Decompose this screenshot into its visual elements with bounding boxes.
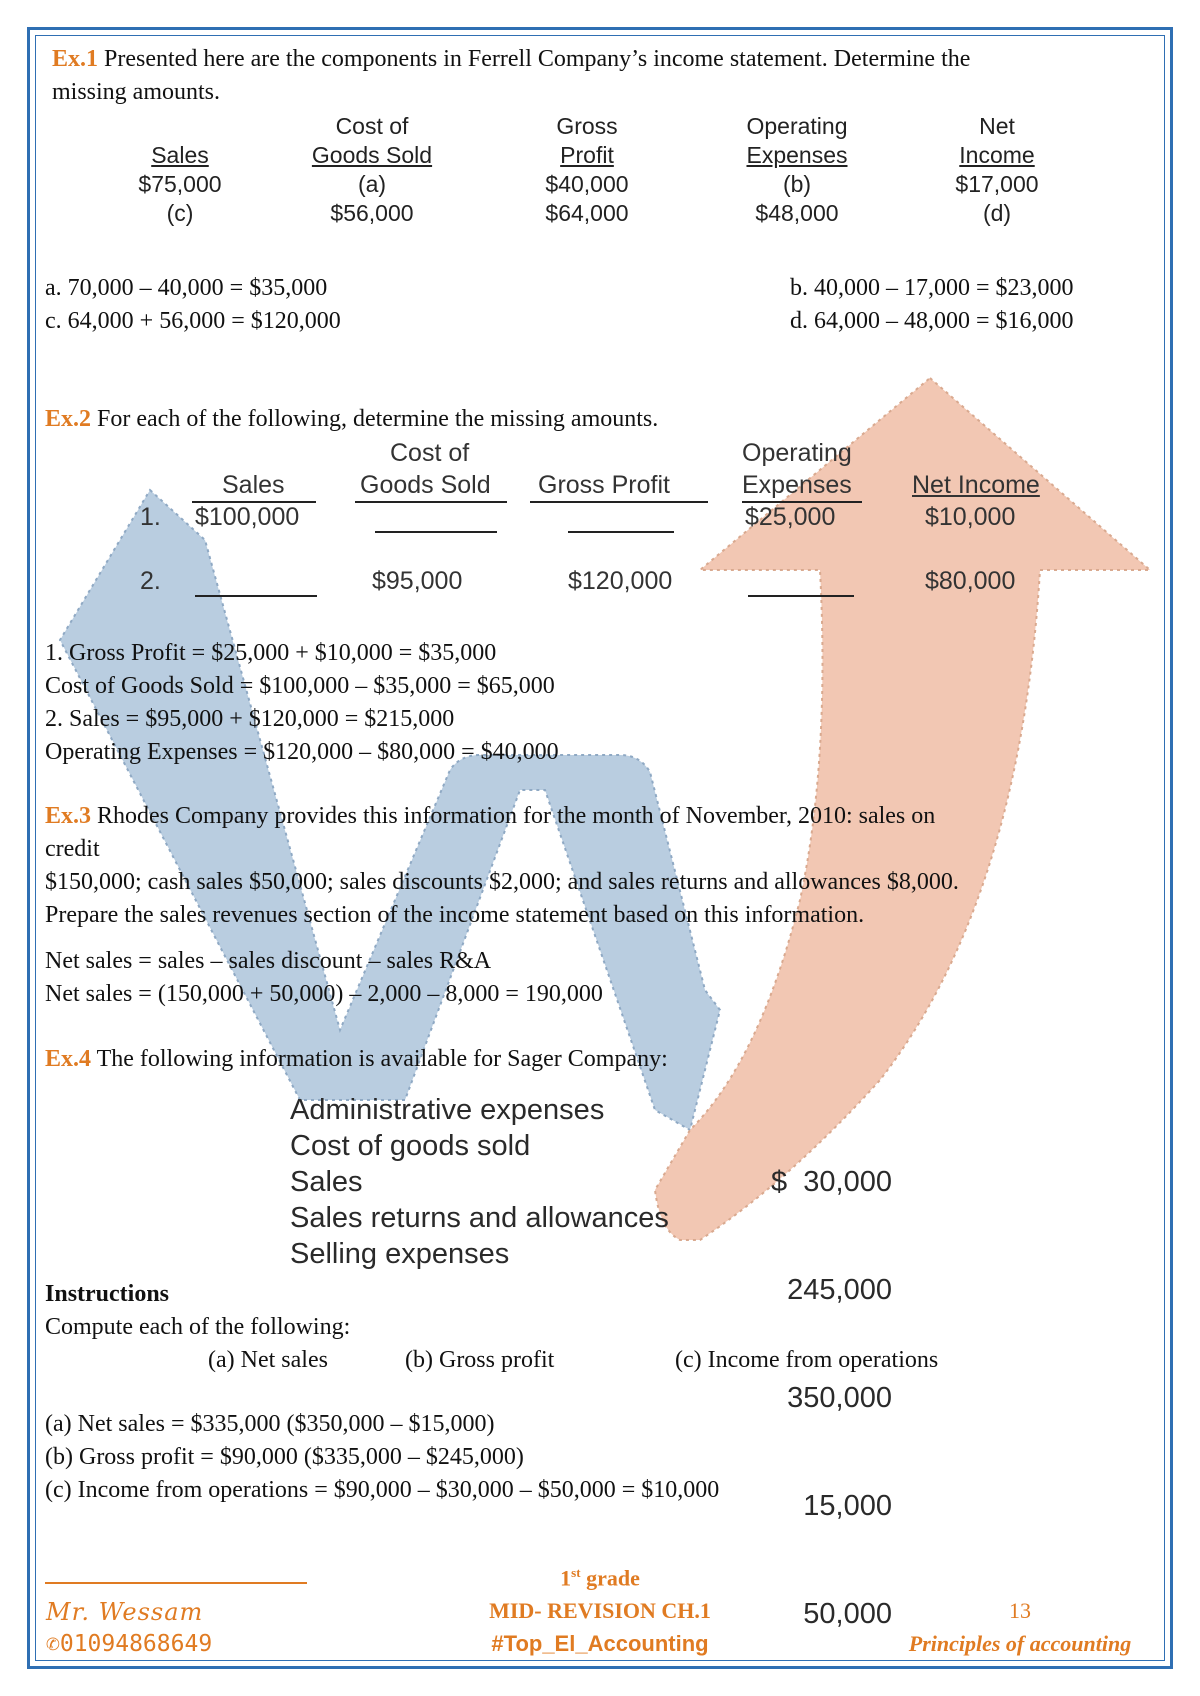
footer-grade-word: grade xyxy=(580,1565,640,1591)
ex1-header-opex-top: Operating xyxy=(746,113,848,139)
ex1-cell: $75,000 xyxy=(138,171,222,197)
ex2-text: For each of the following, determine the missing amounts. xyxy=(91,406,659,432)
ex1-answer-b: b. 40,000 – 17,000 = $23,000 xyxy=(790,275,1074,301)
ex1-label: Ex.1 xyxy=(52,46,99,72)
ex4-answer-line: (b) Gross profit = $90,000 ($335,000 – $245,000) xyxy=(45,1444,524,1470)
ex4-item-name: Administrative expenses xyxy=(290,1094,605,1126)
ex3-label: Ex.3 xyxy=(45,803,92,829)
ex1-cell: $40,000 xyxy=(545,171,629,197)
ex4-item-name: Cost of goods sold xyxy=(290,1130,531,1162)
ex1-answer-a: a. 70,000 – 40,000 = $35,000 xyxy=(45,275,328,301)
ex1-cell: $48,000 xyxy=(755,200,839,226)
ex4-text: The following information is available for Sager Company: xyxy=(91,1046,668,1072)
ex4-item-name: Sales xyxy=(290,1166,363,1198)
ex2-row1-opex: $25,000 xyxy=(745,503,836,531)
footer-grade xyxy=(400,1565,800,1591)
ex4-item-name: Selling expenses xyxy=(290,1238,510,1270)
footer-phone: ✆01094868649 xyxy=(46,1631,213,1657)
footer-grade-num: 1 xyxy=(560,1565,572,1591)
ex1-header-cogs-top: Cost of xyxy=(335,113,409,139)
ex1-cell: (c) xyxy=(166,200,194,226)
ex1-header-ni-bottom: Income xyxy=(959,142,1035,168)
ex4-part-a: (a) Net sales xyxy=(208,1347,328,1373)
ex4-label: Ex.4 xyxy=(45,1046,92,1072)
ex1-header-ni-top: Net xyxy=(979,113,1015,139)
ex4-instructions-title: Instructions xyxy=(45,1281,170,1307)
ex3-text-line3: $150,000; cash sales $50,000; sales discounts $2,000; and sales returns and allowances $8,000. xyxy=(45,869,959,895)
ex2-row1-sales: $100,000 xyxy=(195,503,300,531)
ex1-table xyxy=(0,112,1200,242)
ex2-answer-line: 2. Sales = $95,000 + $120,000 = $215,000 xyxy=(45,706,455,732)
ex2-header-cogs-bottom: Goods Sold xyxy=(360,471,491,499)
ex2-answer-line: Operating Expenses = $120,000 – $80,000 = $40,000 xyxy=(45,739,559,765)
ex2-table xyxy=(0,435,1200,605)
ex2-answer-line: Cost of Goods Sold = $100,000 – $35,000 = $65,000 xyxy=(45,673,555,699)
ex2-row2-blank-opex xyxy=(748,595,854,597)
ex4-item-name: Sales returns and allowances xyxy=(290,1202,669,1234)
ex1-answer-c: c. 64,000 + 56,000 = $120,000 xyxy=(45,308,341,334)
ex2-row2-cogs: $95,000 xyxy=(372,567,463,595)
ex1-cell: $17,000 xyxy=(955,171,1039,197)
ex4-item-value: 50,000 xyxy=(803,1598,892,1630)
ex3-answer-line: Net sales = sales – sales discount – sales R&A xyxy=(45,948,492,974)
ex2-header-opex-top: Operating xyxy=(742,439,852,467)
ex2-header-cogs-top: Cost of xyxy=(390,439,470,467)
ex4-answer-line: (c) Income from operations = $90,000 – $30,000 – $50,000 = $10,000 xyxy=(45,1477,720,1503)
footer-grade-sup: st xyxy=(571,1565,581,1580)
ex3-prompt xyxy=(45,800,935,833)
ex2-header-opex-bottom: Expenses xyxy=(742,471,852,499)
ex2-header-rule xyxy=(530,501,708,503)
ex4-item-value: $ 30,000 xyxy=(771,1166,892,1198)
ex1-header-opex-bottom: Expenses xyxy=(746,142,848,168)
ex2-row1-blank-cogs xyxy=(375,531,497,533)
ex2-header-rule xyxy=(355,501,507,503)
ex2-row2-num: 2. xyxy=(140,567,161,595)
ex2-row2-ni: $80,000 xyxy=(925,567,1016,595)
ex4-part-b: (b) Gross profit xyxy=(405,1347,555,1373)
footer-author: Mr. Wessam xyxy=(46,1598,204,1626)
ex1-cell: $56,000 xyxy=(330,200,414,226)
footer-revision: MID- REVISION CH.1 xyxy=(489,1598,711,1623)
ex2-prompt xyxy=(45,403,658,436)
ex2-label: Ex.2 xyxy=(45,406,92,432)
ex2-header-gross-profit: Gross Profit xyxy=(538,471,670,499)
ex2-header-net-income: Net Income xyxy=(912,471,1040,499)
ex4-item-value: 350,000 xyxy=(787,1382,892,1414)
ex1-header-gp-top: Gross xyxy=(556,113,618,139)
ex2-row1-blank-gp xyxy=(568,531,674,533)
ex2-answer-line: 1. Gross Profit = $25,000 + $10,000 = $35,000 xyxy=(45,640,497,666)
ex2-header-sales: Sales xyxy=(222,471,285,499)
ex3-answer-line: Net sales = (150,000 + 50,000) – 2,000 – 8,000 = 190,000 xyxy=(45,981,603,1007)
ex3-text-line4: Prepare the sales revenues section of the income statement based on this information. xyxy=(45,902,865,928)
ex2-row2-blank-sales xyxy=(195,595,317,597)
footer-divider xyxy=(45,1582,307,1584)
ex1-cell: (a) xyxy=(357,171,387,197)
ex1-prompt xyxy=(52,43,970,76)
ex2-row1-num: 1. xyxy=(140,503,161,531)
ex1-cell: $64,000 xyxy=(545,200,629,226)
ex1-header-cogs-bottom: Goods Sold xyxy=(311,142,433,168)
ex3-text-line2: credit xyxy=(45,836,100,862)
footer-hashtag: #Top_El_Accounting xyxy=(491,1631,709,1656)
ex2-row1-ni: $10,000 xyxy=(925,503,1016,531)
ex1-cell: (b) xyxy=(782,171,812,197)
ex4-answer-line: (a) Net sales = $335,000 ($350,000 – $15,000) xyxy=(45,1411,495,1437)
ex4-item-value: 15,000 xyxy=(803,1490,892,1522)
ex1-cell: (d) xyxy=(982,200,1012,226)
ex4-items-names xyxy=(290,1092,669,1272)
ex4-item-value: 245,000 xyxy=(787,1274,892,1306)
ex3-text-line1: Rhodes Company provides this information for the month of November, 2010: sales on xyxy=(91,803,936,829)
ex1-text-line2: missing amounts. xyxy=(52,79,221,105)
footer-subject: Principles of accounting xyxy=(908,1631,1132,1656)
ex4-part-c: (c) Income from operations xyxy=(675,1347,939,1373)
ex1-answer-d: d. 64,000 – 48,000 = $16,000 xyxy=(790,308,1074,334)
ex1-header-gp-bottom: Profit xyxy=(560,142,614,168)
ex1-header-sales: Sales xyxy=(151,142,209,168)
ex1-text-line1: Presented here are the components in Ferrell Company’s income statement. Determine the xyxy=(98,46,971,72)
footer-page-number: 13 xyxy=(1009,1598,1031,1623)
ex2-row2-gp: $120,000 xyxy=(568,567,673,595)
ex4-instructions-text: Compute each of the following: xyxy=(45,1314,351,1340)
ex4-prompt xyxy=(45,1043,668,1076)
